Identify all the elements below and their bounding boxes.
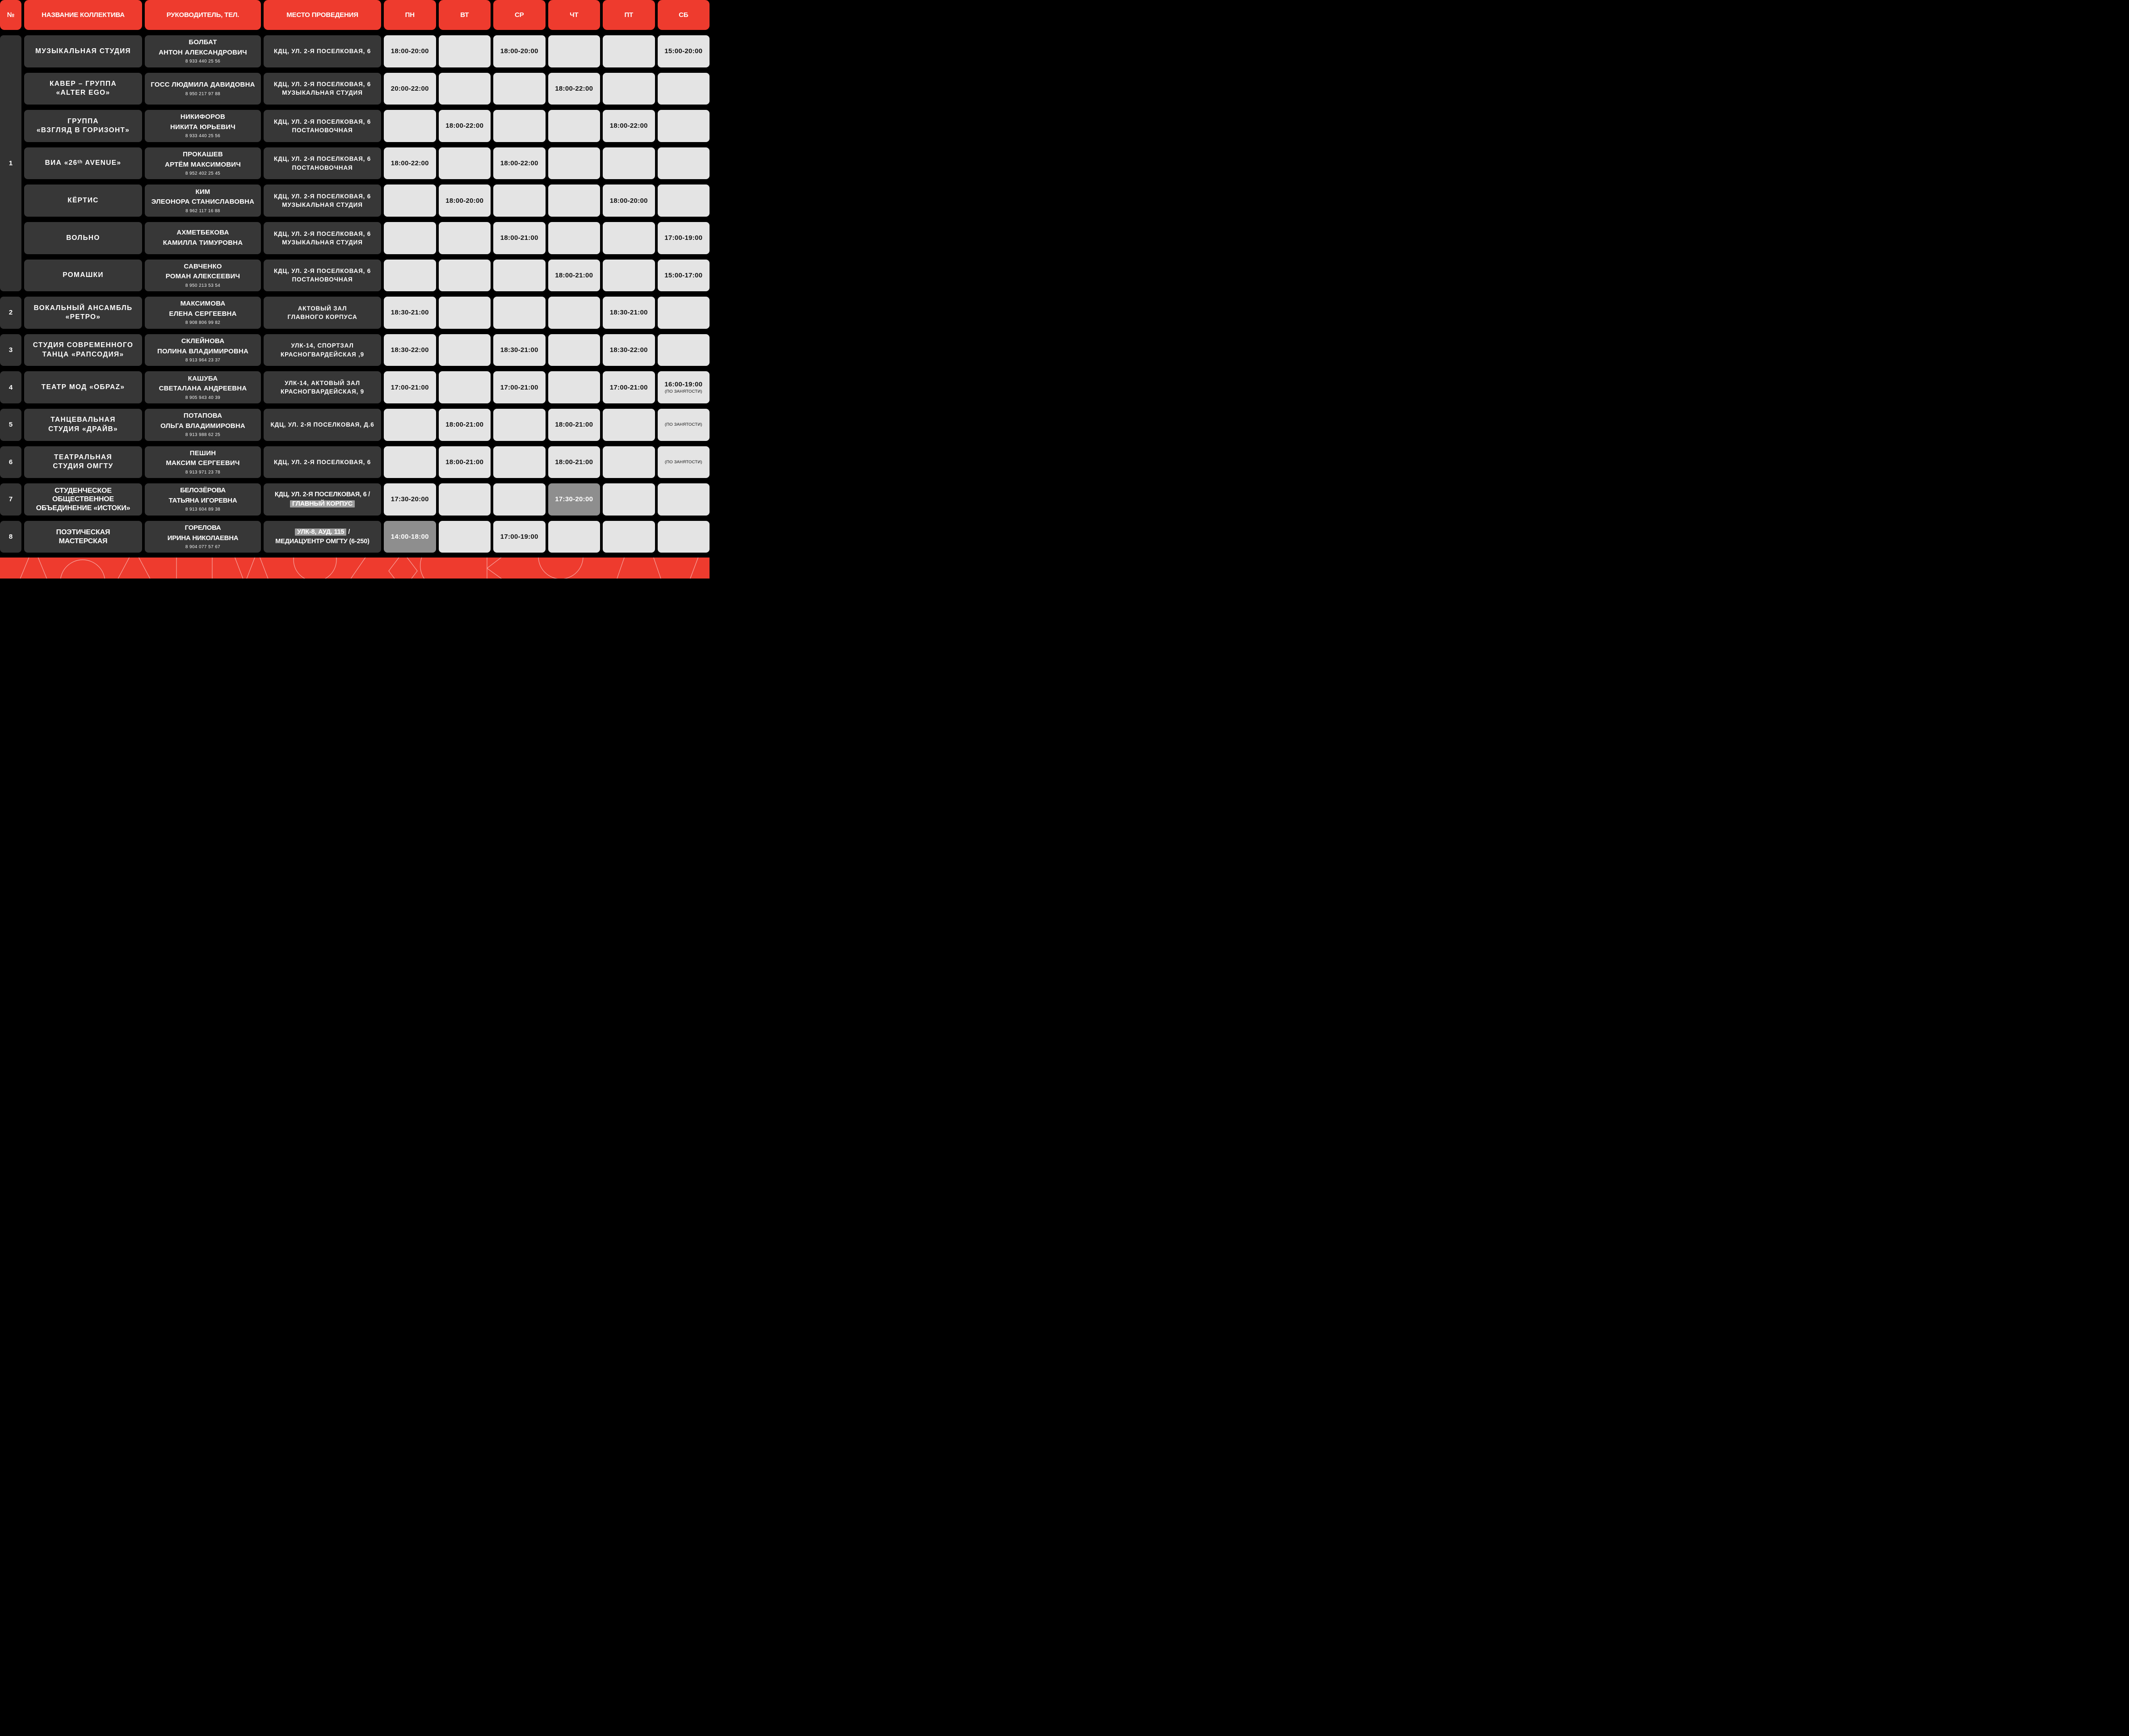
collective-name-line: ТЕАТР МОД «ОБРАZ»	[41, 383, 125, 391]
session-time: 18:00-22:00	[555, 84, 593, 92]
schedule-cell-mon	[384, 409, 436, 441]
collective-name-line: «ALTER EGO»	[56, 89, 110, 97]
collective-name-line: «РЕТРО»	[65, 313, 101, 321]
venue-cell	[264, 371, 381, 403]
venue-text: КДЦ, УЛ. 2-Я ПОСЕЛКОВАЯ, 6	[273, 268, 371, 275]
venue-cell	[264, 35, 381, 67]
schedule-cell-thu	[548, 222, 600, 254]
schedule-cell-fri	[603, 185, 655, 217]
venue-text: /	[346, 528, 350, 536]
venue-text: МУЗЫКАЛЬНАЯ СТУДИЯ	[282, 239, 363, 246]
session-time: 17:30-20:00	[555, 495, 593, 503]
schedule-cell-tue	[439, 297, 491, 329]
schedule-cell-fri	[603, 110, 655, 142]
schedule-cell-mon	[384, 73, 436, 105]
schedule-cell-tue	[439, 446, 491, 478]
leader-name-line: ПОТАПОВА	[183, 412, 223, 420]
schedule-cell-thu	[548, 334, 600, 366]
schedule-cell-wed	[493, 446, 546, 478]
schedule-cell-thu	[548, 73, 600, 105]
schedule-cell-thu	[548, 35, 600, 67]
schedule-cell-sat	[658, 110, 710, 142]
schedule-cell-sat	[658, 483, 710, 516]
collective-name-cell	[24, 371, 142, 403]
session-time: 18:30-21:00	[609, 309, 648, 317]
venue-text: ПОСТАНОВОЧНАЯ	[292, 164, 353, 171]
schedule-cell-fri	[603, 147, 655, 180]
schedule-cell-thu	[548, 185, 600, 217]
leader-name-line: БЕЛОЗЁРОВА	[180, 486, 226, 495]
session-time: 18:00-21:00	[500, 234, 538, 242]
leader-name-line: ПРОКАШЕВ	[183, 151, 223, 159]
leader-name-line: СКЛЕЙНОВА	[181, 337, 225, 345]
session-time: 18:30-21:00	[500, 346, 538, 354]
collective-name-cell	[24, 73, 142, 105]
schedule-cell-sat	[658, 446, 710, 478]
session-time: 17:00-21:00	[500, 383, 538, 391]
venue-cell	[264, 110, 381, 142]
venue-line	[274, 80, 371, 88]
venue-cell	[264, 483, 381, 516]
venue-line	[274, 155, 371, 163]
venue-cell	[264, 185, 381, 217]
schedule-cell-sat	[658, 521, 710, 553]
header-cell-day-tue: ВТ	[439, 0, 491, 30]
venue-text: КДЦ, УЛ. 2-Я ПОСЕЛКОВАЯ, 6	[273, 193, 371, 200]
venue-cell	[264, 334, 381, 366]
leader-name-line: ЕЛЕНА СЕРГЕЕВНА	[169, 310, 237, 318]
schedule-cell-mon	[384, 334, 436, 366]
collective-name-line: РОМАШКИ	[63, 271, 104, 279]
leader-name-line: ТАТЬЯНА ИГОРЕВНА	[168, 496, 237, 504]
collective-name-line: «ВЗГЛЯД В ГОРИЗОНТ»	[36, 126, 130, 134]
collective-name-cell	[24, 409, 142, 441]
collective-name-cell	[24, 521, 142, 553]
collective-name-line: ВИА «26ᵗʰ AVENUE»	[45, 159, 122, 167]
session-time: 18:00-21:00	[445, 458, 484, 466]
venue-text: КДЦ, УЛ. 2-Я ПОСЕЛКОВАЯ, 6	[273, 118, 371, 125]
venue-cell	[264, 446, 381, 478]
venue-line	[274, 192, 371, 201]
leader-name-line: АРТЁМ МАКСИМОВИЧ	[165, 160, 241, 168]
leader-name-line: КАМИЛЛА ТИМУРОВНА	[163, 239, 243, 247]
schedule-cell-mon	[384, 185, 436, 217]
schedule-cell-fri	[603, 483, 655, 516]
collective-name-line: СТУДИЯ ОМГТУ	[53, 462, 113, 470]
leader-name-line: ПЕШИН	[189, 449, 216, 457]
venue-line	[281, 387, 364, 396]
schedule-cell-sat	[658, 334, 710, 366]
venue-text: КДЦ, УЛ. 2-Я ПОСЕЛКОВАЯ, 6	[273, 81, 371, 88]
schedule-cell-tue	[439, 110, 491, 142]
leader-cell	[145, 185, 261, 217]
leader-cell	[145, 521, 261, 553]
venue-text: МУЗЫКАЛЬНАЯ СТУДИЯ	[282, 89, 363, 96]
schedule-cell-fri	[603, 222, 655, 254]
schedule-cell-mon	[384, 260, 436, 292]
schedule-cell-tue	[439, 371, 491, 403]
collective-name-cell	[24, 334, 142, 366]
venue-cell	[264, 297, 381, 329]
leader-name-line: ИРИНА НИКОЛАЕВНА	[167, 534, 239, 542]
leader-cell	[145, 297, 261, 329]
collective-name-cell	[24, 297, 142, 329]
venue-line	[287, 313, 357, 321]
collective-name-cell	[24, 35, 142, 67]
collective-name-line: КЁРТИС	[67, 196, 99, 204]
schedule-cell-mon	[384, 483, 436, 516]
header-cell-day-fri: ПТ	[603, 0, 655, 30]
schedule-cell-thu	[548, 110, 600, 142]
schedule-cell-mon	[384, 35, 436, 67]
leader-cell	[145, 35, 261, 67]
schedule-cell-fri	[603, 334, 655, 366]
leader-cell	[145, 147, 261, 180]
venue-text: МЕДИАЦУЕНТР ОМГТУ (6-250)	[275, 537, 370, 545]
group-number-cell: 5	[0, 409, 21, 441]
leader-name-line: ГОРЕЛОВА	[185, 524, 221, 532]
venue-cell	[264, 222, 381, 254]
collective-name-line: МАСТЕРСКАЯ	[59, 537, 108, 545]
session-time: 18:00-22:00	[609, 122, 648, 130]
header-cell-day-wed: СР	[493, 0, 546, 30]
leader-name-line: МАКСИМ СЕРГЕЕВИЧ	[166, 459, 240, 467]
group-number-cell: 2	[0, 297, 21, 329]
schedule-cell-fri	[603, 446, 655, 478]
leader-phone: 8 913 971 23 78	[185, 470, 221, 475]
venue-line	[291, 341, 353, 350]
session-time: 18:00-22:00	[445, 122, 484, 130]
schedule-cell-tue	[439, 409, 491, 441]
schedule-cell-fri	[603, 409, 655, 441]
schedule-cell-fri	[603, 297, 655, 329]
session-time: 18:00-20:00	[445, 197, 484, 205]
schedule-cell-sat	[658, 409, 710, 441]
schedule-cell-fri	[603, 73, 655, 105]
venue-text: УЛК-14, СПОРТЗАЛ	[291, 342, 354, 349]
venue-cell	[264, 73, 381, 105]
collective-name-cell	[24, 222, 142, 254]
session-time: 17:00-19:00	[664, 234, 703, 242]
session-time: 18:00-20:00	[500, 47, 538, 55]
venue-line	[282, 88, 362, 97]
collective-name-line: ОБЩЕСТВЕННОЕ	[52, 495, 114, 503]
schedule-cell-thu	[548, 409, 600, 441]
collective-name-line: ПОЭТИЧЕСКАЯ	[56, 528, 110, 536]
venue-highlight: УЛК-8, АУД. 115	[295, 528, 346, 536]
leader-name-line: САВЧЕНКО	[184, 262, 222, 270]
venue-highlight: ГЛАВНЫЙ КОРПУС	[290, 500, 355, 507]
collective-name-cell	[24, 110, 142, 142]
session-note: (ПО ЗАНЯТОСТИ)	[664, 389, 702, 394]
leader-name-line: НИКИФОРОВ	[180, 113, 226, 121]
header-cell-day-mon: ПН	[384, 0, 436, 30]
group-number-cell: 8	[0, 521, 21, 553]
venue-line	[270, 420, 374, 429]
venue-text: АКТОВЫЙ ЗАЛ	[298, 305, 347, 312]
leader-name-line: КИМ	[195, 188, 210, 196]
schedule-cell-tue	[439, 185, 491, 217]
schedule-cell-tue	[439, 521, 491, 553]
leader-cell	[145, 409, 261, 441]
venue-cell	[264, 409, 381, 441]
venue-line	[275, 537, 370, 546]
session-time: 15:00-20:00	[664, 47, 703, 55]
schedule-cell-thu	[548, 521, 600, 553]
leader-phone: 8 913 988 62 25	[185, 432, 221, 438]
schedule-cell-sat	[658, 297, 710, 329]
venue-line	[274, 47, 371, 55]
header-cell-name: НАЗВАНИЕ КОЛЛЕКТИВА	[24, 0, 142, 30]
session-note: (ПО ЗАНЯТОСТИ)	[664, 422, 702, 428]
leader-phone: 8 950 217 97 88	[185, 91, 221, 96]
schedule-cell-thu	[548, 483, 600, 516]
leader-name-line: АХМЕТБЕКОВА	[176, 229, 229, 237]
venue-text: КРАСНОГВАРДЕЙСКАЯ ,9	[281, 351, 364, 358]
session-time: 17:00-21:00	[391, 383, 429, 391]
schedule-cell-tue	[439, 147, 491, 180]
venue-cell	[264, 521, 381, 553]
session-time: 18:00-21:00	[555, 458, 593, 466]
session-time: 18:00-20:00	[391, 47, 429, 55]
leader-cell	[145, 73, 261, 105]
group-number-cell: 1	[0, 35, 21, 291]
leader-phone: 8 913 604 89 38	[185, 507, 221, 512]
venue-line	[274, 458, 371, 466]
venue-line	[298, 304, 347, 313]
venue-line	[281, 350, 364, 359]
leader-phone: 8 905 943 40 39	[185, 395, 221, 400]
leader-phone: 8 950 213 53 54	[185, 283, 221, 288]
session-time: 18:30-22:00	[609, 346, 648, 354]
schedule-cell-tue	[439, 483, 491, 516]
session-time: 17:30-20:00	[391, 495, 429, 503]
session-time: 18:00-21:00	[445, 421, 484, 429]
leader-name-line: ЭЛЕОНОРА СТАНИСЛАВОВНА	[151, 198, 255, 206]
leader-name-line: КАШУБА	[188, 374, 218, 382]
venue-text: КДЦ, УЛ. 2-Я ПОСЕЛКОВАЯ, 6	[273, 230, 371, 237]
schedule-cell-wed	[493, 260, 546, 292]
session-time: 18:00-22:00	[391, 159, 429, 168]
schedule-cell-sat	[658, 73, 710, 105]
venue-text: КДЦ, УЛ. 2-Я ПОСЕЛКОВАЯ, Д.6	[270, 421, 374, 428]
session-time: 17:00-21:00	[609, 383, 648, 391]
venue-text: КДЦ, УЛ. 2-Я ПОСЕЛКОВАЯ, 6	[273, 48, 371, 55]
venue-text: КДЦ, УЛ. 2-Я ПОСЕЛКОВАЯ, 6 /	[274, 491, 370, 499]
leader-name-line: СВЕТАЛАНА АНДРЕЕВНА	[159, 385, 247, 393]
schedule-cell-wed	[493, 110, 546, 142]
collective-name-line: МУЗЫКАЛЬНАЯ СТУДИЯ	[35, 47, 131, 55]
schedule-cell-sat	[658, 35, 710, 67]
collective-name-cell	[24, 185, 142, 217]
session-time: 15:00-17:00	[664, 271, 703, 279]
schedule-cell-wed	[493, 185, 546, 217]
collective-name-cell	[24, 260, 142, 292]
collective-name-line: ТАНЦА «РАПСОДИЯ»	[42, 350, 124, 358]
collective-name-line: ВОКАЛЬНЫЙ АНСАМБЛЬ	[34, 304, 133, 312]
collective-name-line: ВОЛЬНО	[66, 234, 100, 242]
venue-line	[282, 201, 362, 209]
schedule-cell-wed	[493, 297, 546, 329]
leader-name-line: ОЛЬГА ВЛАДИМИРОВНА	[160, 422, 245, 430]
schedule-cell-sat	[658, 222, 710, 254]
schedule-cell-thu	[548, 297, 600, 329]
session-time: 20:00-22:00	[391, 84, 429, 92]
venue-line	[295, 528, 350, 537]
session-time: 18:00-22:00	[500, 159, 538, 168]
schedule-cell-sat	[658, 260, 710, 292]
header-cell-place: МЕСТО ПРОВЕДЕНИЯ	[264, 0, 381, 30]
leader-phone: 8 933 440 25 56	[185, 59, 221, 64]
collective-name-line: СТУДИЯ СОВРЕМЕННОГО	[33, 341, 134, 349]
leader-name-line: АНТОН АЛЕКСАНДРОВИЧ	[159, 48, 247, 56]
schedule-cell-mon	[384, 521, 436, 553]
leader-cell	[145, 371, 261, 403]
leader-name-line: БОЛБАТ	[189, 38, 217, 46]
leader-name-line: РОМАН АЛЕКСЕЕВИЧ	[165, 273, 240, 281]
venue-line	[274, 117, 371, 126]
venue-line	[275, 490, 370, 499]
footer-decor-band	[0, 558, 710, 579]
header-cell-day-thu: ЧТ	[548, 0, 600, 30]
schedule-cell-wed	[493, 483, 546, 516]
leader-cell	[145, 260, 261, 292]
session-time: 18:00-21:00	[555, 421, 593, 429]
venue-line	[285, 379, 360, 387]
venue-text: ПОСТАНОВОЧНАЯ	[292, 126, 353, 134]
collective-name-line: ТАНЦЕВАЛЬНАЯ	[50, 416, 116, 424]
collective-name-cell	[24, 483, 142, 516]
schedule-cell-mon	[384, 110, 436, 142]
venue-text: ГЛАВНОГО КОРПУСА	[287, 313, 357, 320]
venue-text: МУЗЫКАЛЬНАЯ СТУДИЯ	[282, 201, 363, 209]
schedule-cell-tue	[439, 35, 491, 67]
leader-name-line: МАКСИМОВА	[180, 300, 226, 308]
leader-phone: 8 913 964 23 37	[185, 358, 221, 363]
session-time: 18:30-21:00	[391, 309, 429, 317]
schedule-cell-thu	[548, 446, 600, 478]
schedule-cell-wed	[493, 73, 546, 105]
schedule-cell-wed	[493, 222, 546, 254]
schedule-cell-wed	[493, 521, 546, 553]
session-time: 16:00-19:00	[664, 381, 703, 389]
leader-name-line: НИКИТА ЮРЬЕВИЧ	[170, 123, 235, 131]
leader-phone: 8 962 117 16 88	[185, 208, 220, 214]
venue-cell	[264, 147, 381, 180]
schedule-cell-thu	[548, 371, 600, 403]
header-cell-no: №	[0, 0, 21, 30]
collective-name-line: ОБЪЕДИНЕНИЕ «ИСТОКИ»	[36, 504, 130, 512]
venue-text: КДЦ, УЛ. 2-Я ПОСЕЛКОВАЯ, 6	[273, 458, 371, 465]
schedule-cell-sat	[658, 371, 710, 403]
group-number-cell: 4	[0, 371, 21, 403]
schedule-cell-mon	[384, 147, 436, 180]
schedule-cell-sat	[658, 185, 710, 217]
venue-line	[274, 230, 371, 238]
venue-text: КДЦ, УЛ. 2-Я ПОСЕЛКОВАЯ, 6	[273, 155, 371, 163]
session-time: 18:30-22:00	[391, 346, 429, 354]
schedule-cell-tue	[439, 260, 491, 292]
header-cell-leader: РУКОВОДИТЕЛЬ, ТЕЛ.	[145, 0, 261, 30]
schedule-cell-fri	[603, 521, 655, 553]
venue-line	[292, 126, 353, 134]
session-note: (ПО ЗАНЯТОСТИ)	[664, 459, 702, 465]
leader-name-line: ПОЛИНА ВЛАДИМИРОВНА	[157, 347, 249, 355]
venue-text: ПОСТАНОВОЧНАЯ	[292, 276, 353, 283]
schedule-cell-mon	[384, 371, 436, 403]
schedule-cell-sat	[658, 147, 710, 180]
schedule-cell-fri	[603, 371, 655, 403]
schedule-cell-thu	[548, 147, 600, 180]
schedule-cell-tue	[439, 334, 491, 366]
leader-cell	[145, 446, 261, 478]
collective-name-line: ТЕАТРАЛЬНАЯ	[54, 453, 112, 461]
session-time: 18:00-20:00	[609, 197, 648, 205]
collective-name-line: СТУДЕНЧЕСКОЕ	[55, 486, 112, 495]
venue-line	[292, 164, 353, 172]
schedule-cell-fri	[603, 35, 655, 67]
schedule-cell-thu	[548, 260, 600, 292]
leader-cell	[145, 483, 261, 516]
venue-line	[292, 275, 353, 284]
footer-decor-shapes	[0, 558, 710, 579]
schedule-cell-wed	[493, 334, 546, 366]
schedule-page	[0, 0, 710, 579]
leader-name-line: ГОСС ЛЮДМИЛА ДАВИДОВНА	[151, 81, 255, 89]
collective-name-cell	[24, 446, 142, 478]
venue-cell	[264, 260, 381, 292]
session-time: 18:00-21:00	[555, 271, 593, 279]
venue-line	[274, 267, 371, 275]
collective-name-line: КАВЕР – ГРУППА	[50, 80, 117, 88]
group-number-cell: 6	[0, 446, 21, 478]
schedule-cell-wed	[493, 35, 546, 67]
leader-cell	[145, 222, 261, 254]
schedule-cell-mon	[384, 222, 436, 254]
schedule-cell-tue	[439, 73, 491, 105]
leader-cell	[145, 110, 261, 142]
leader-phone: 8 904 077 57 67	[185, 545, 221, 550]
venue-text: УЛК-14, АКТОВЫЙ ЗАЛ	[285, 379, 360, 386]
collective-name-line: СТУДИЯ «ДРАЙВ»	[48, 425, 118, 433]
schedule-cell-mon	[384, 446, 436, 478]
leader-phone: 8 933 440 25 56	[185, 134, 221, 139]
collective-name-line: ГРУППА	[67, 117, 99, 125]
schedule-table	[0, 0, 710, 553]
schedule-cell-mon	[384, 297, 436, 329]
venue-text: КРАСНОГВАРДЕЙСКАЯ, 9	[281, 388, 364, 395]
header-cell-day-sat: СБ	[658, 0, 710, 30]
session-time: 14:00-18:00	[391, 533, 429, 541]
leader-phone: 8 908 806 99 82	[185, 320, 221, 326]
venue-line	[290, 499, 355, 509]
venue-line	[282, 238, 362, 247]
schedule-cell-wed	[493, 371, 546, 403]
collective-name-cell	[24, 147, 142, 180]
schedule-cell-fri	[603, 260, 655, 292]
leader-phone: 8 952 402 25 45	[185, 171, 221, 176]
session-time: 17:00-19:00	[500, 533, 538, 541]
leader-cell	[145, 334, 261, 366]
group-number-cell: 3	[0, 334, 21, 366]
schedule-cell-wed	[493, 409, 546, 441]
schedule-cell-tue	[439, 222, 491, 254]
group-number-cell: 7	[0, 483, 21, 516]
schedule-cell-wed	[493, 147, 546, 180]
